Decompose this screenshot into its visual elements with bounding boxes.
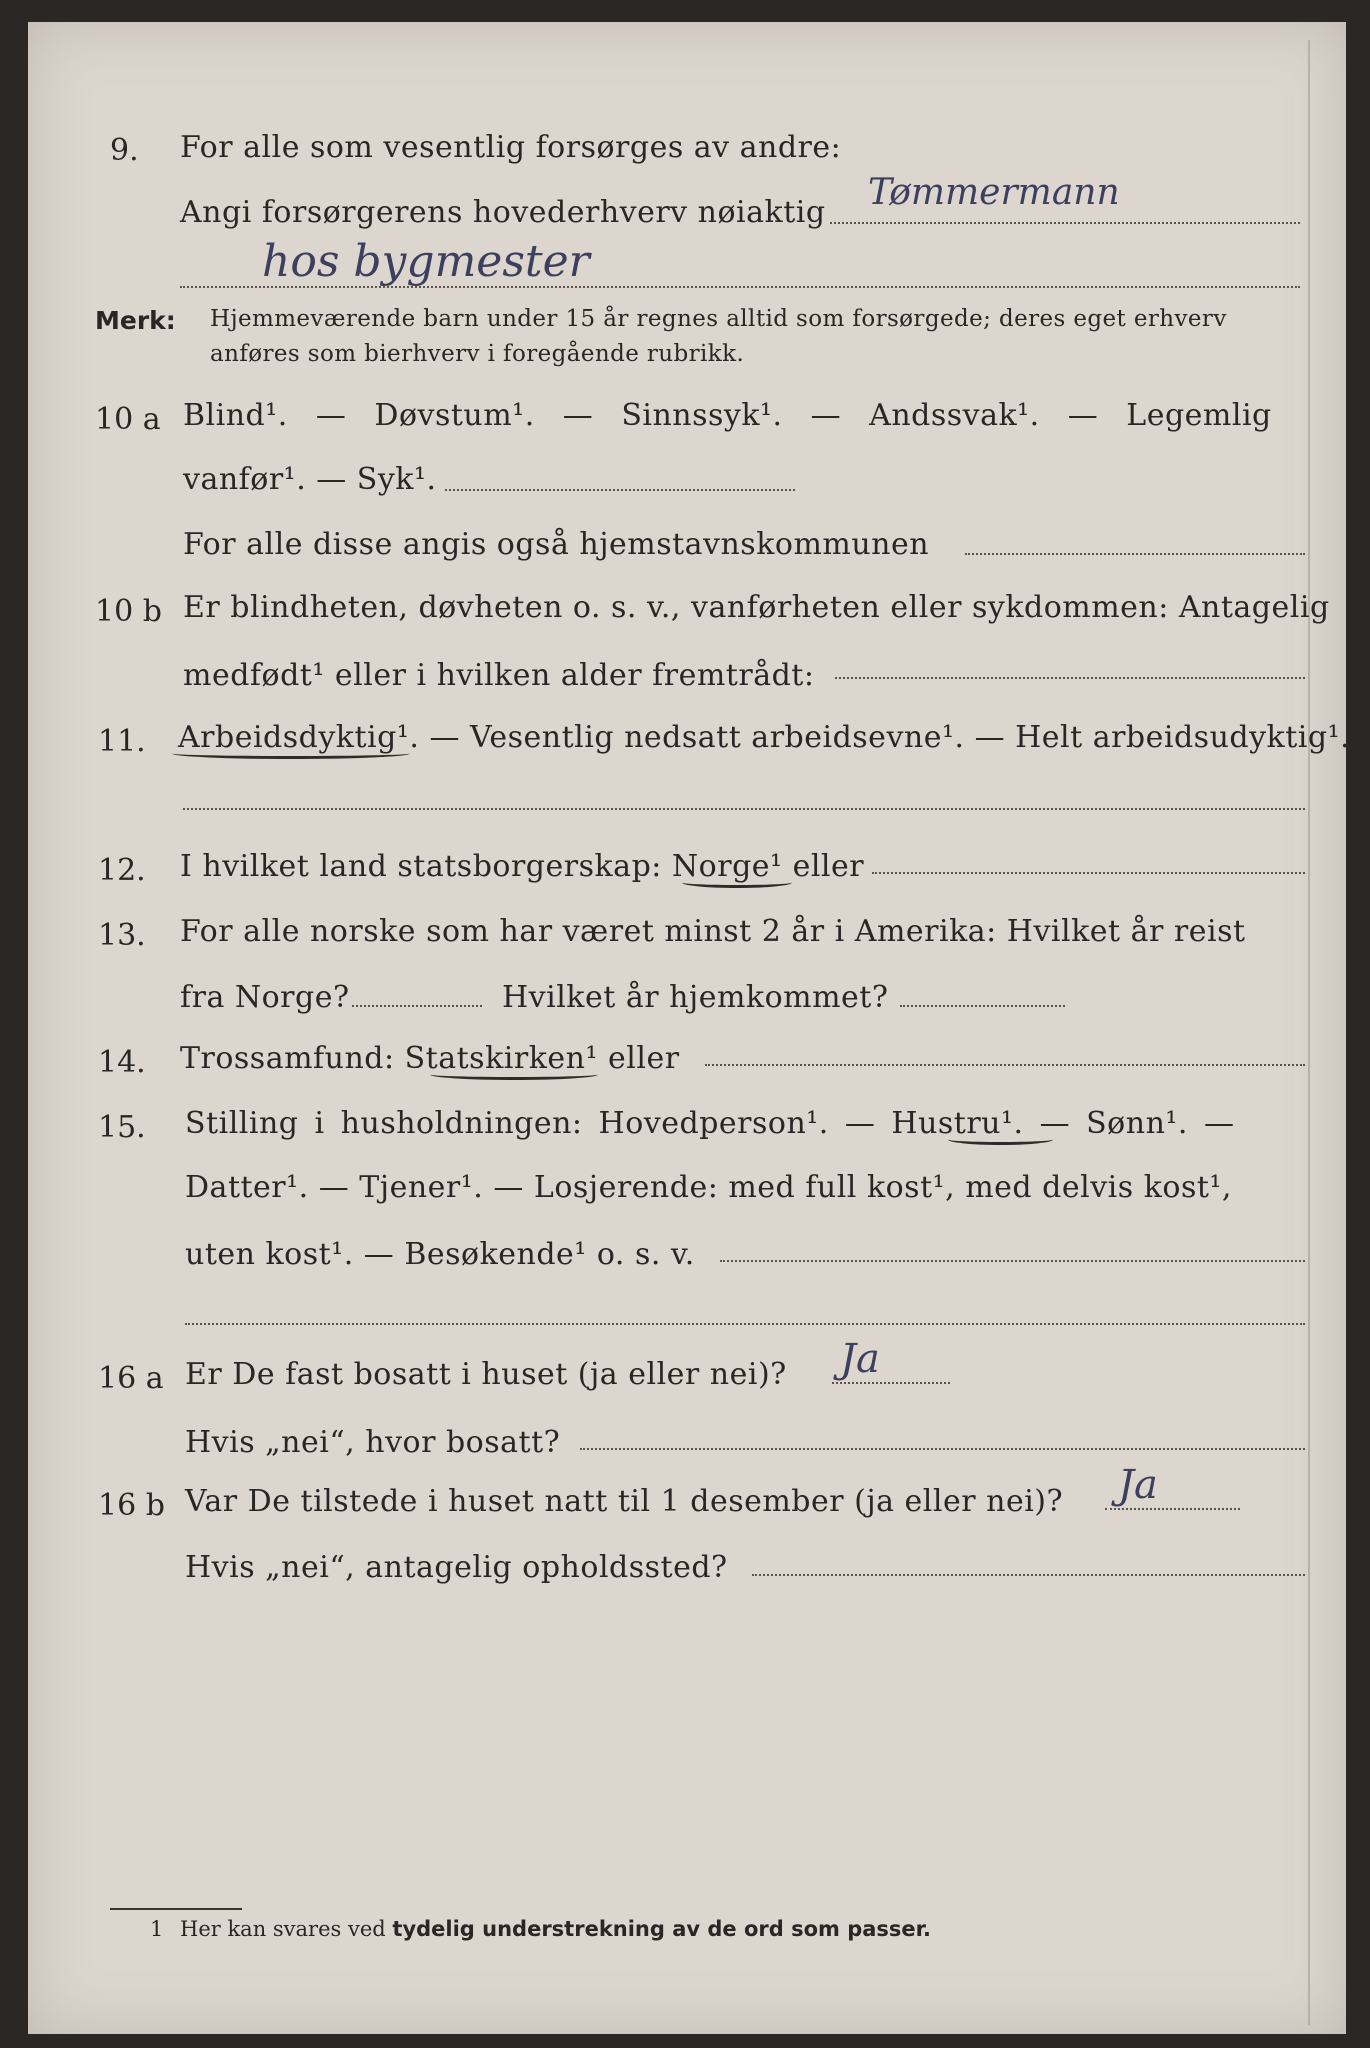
q11-answer-dots [183, 808, 1305, 810]
q13-line2a: fra Norge? [180, 980, 350, 1015]
q11-number: 11. [98, 724, 146, 759]
q16a-answer-dots-2 [580, 1448, 1305, 1450]
q9-handwritten-occupation: Tømmermann [868, 172, 1120, 213]
merk-label: Merk: [95, 306, 176, 335]
q9-number: 9. [110, 133, 139, 168]
q10a-line3: For alle disse angis også hjemstavnskommunen [183, 527, 930, 562]
merk-line2: anføres som bierhverv i foregående rubrikk. [210, 341, 745, 367]
q12-number: 12. [98, 853, 146, 888]
q9-answer-dots-1 [830, 222, 1300, 224]
q15-number: 15. [98, 1110, 146, 1145]
q10b-line1: Er blindheten, døvheten o. s. v., vanførheten eller sykdommen: Antagelig [183, 590, 1330, 625]
q14-number: 14. [98, 1045, 146, 1080]
q9-answer-dots-2 [180, 286, 1300, 288]
q14-answer-dots [705, 1064, 1305, 1066]
q16b-answer-dots-1 [1105, 1508, 1240, 1510]
q12-line1: I hvilket land statsborgerskap: Norge¹ eller [180, 849, 865, 884]
q13-answer-dots-1 [352, 1005, 482, 1007]
q15-pen-underline [948, 1134, 1053, 1145]
q16a-number: 16 a [98, 1361, 164, 1396]
q9-line1: For alle som vesentlig forsørges av andre: [180, 130, 842, 165]
q16a-line2: Hvis „nei“, hvor bosatt? [185, 1425, 561, 1460]
q9-line2: Angi forsørgerens hovederhverv nøiaktig [180, 195, 826, 230]
q14-pen-underline [430, 1069, 598, 1080]
footnote-mark: 1 [150, 1917, 164, 1941]
q13-line1: For alle norske som har været minst 2 år i Amerika: Hvilket år reist [180, 914, 1246, 949]
footnote-text-plain: Her kan svares ved [180, 1917, 386, 1941]
q9-handwritten-employer: hos bygmester [262, 236, 590, 287]
q16b-line1: Var De tilstede i huset natt til 1 desember (ja eller nei)? [185, 1484, 1064, 1519]
merk-line1: Hjemmeværende barn under 15 år regnes alltid som forsørgede; deres eget erhverv [210, 306, 1227, 332]
page-fold-edge [1308, 40, 1310, 2025]
q16a-handwritten-answer: Ja [840, 1336, 880, 1382]
q16b-line2: Hvis „nei“, antagelig opholdssted? [185, 1550, 728, 1585]
footnote-text-bold: tydelig understrekning av de ord som passer. [392, 1917, 932, 1941]
q13-line2b: Hvilket år hjemkommet? [502, 980, 889, 1015]
q10a-number: 10 a [95, 402, 161, 437]
q16b-handwritten-answer: Ja [1118, 1462, 1158, 1508]
q15-line2: Datter¹. — Tjener¹. — Losjerende: med full kost¹, med delvis kost¹, [185, 1170, 1232, 1205]
q10b-line2: medfødt¹ eller i hvilken alder fremtrådt: [183, 658, 815, 693]
q10b-number: 10 b [95, 594, 162, 629]
q10a-answer-dots-1 [445, 489, 795, 491]
q16a-answer-dots-1 [832, 1382, 950, 1384]
q13-number: 13. [98, 918, 146, 953]
q10a-line1: Blind¹. — Døvstum¹. — Sinnssyk¹. — Andssvak¹. — Legemlig [183, 398, 1272, 433]
q10a-line2: vanfør¹. — Syk¹. [183, 462, 437, 497]
q12-answer-dots [872, 872, 1305, 874]
q16b-number: 16 b [98, 1488, 165, 1523]
q15-line3: uten kost¹. — Besøkende¹ o. s. v. [185, 1237, 695, 1272]
q11-line1: Arbeidsdyktig¹. — Vesentlig nedsatt arbeidsevne¹. — Helt arbeidsudyktig¹. [178, 720, 1351, 755]
q15-line1: Stilling i husholdningen: Hovedperson¹. — Hustru¹. — Sønn¹. — [185, 1106, 1235, 1141]
q15-answer-dots-2 [185, 1323, 1305, 1325]
q14-line1: Trossamfund: Statskirken¹ eller [180, 1041, 680, 1076]
q10b-answer-dots [835, 677, 1305, 679]
q12-pen-underline [682, 877, 792, 888]
q11-pen-underline [172, 748, 410, 759]
footnote-rule [110, 1908, 242, 1910]
footnote-text [180, 1917, 931, 1941]
q16a-line1: Er De fast bosatt i huset (ja eller nei)? [185, 1357, 787, 1392]
q10a-answer-dots-2 [965, 553, 1305, 555]
q13-answer-dots-2 [900, 1005, 1065, 1007]
q15-answer-dots-1 [720, 1260, 1305, 1262]
q16b-answer-dots-2 [752, 1574, 1305, 1576]
